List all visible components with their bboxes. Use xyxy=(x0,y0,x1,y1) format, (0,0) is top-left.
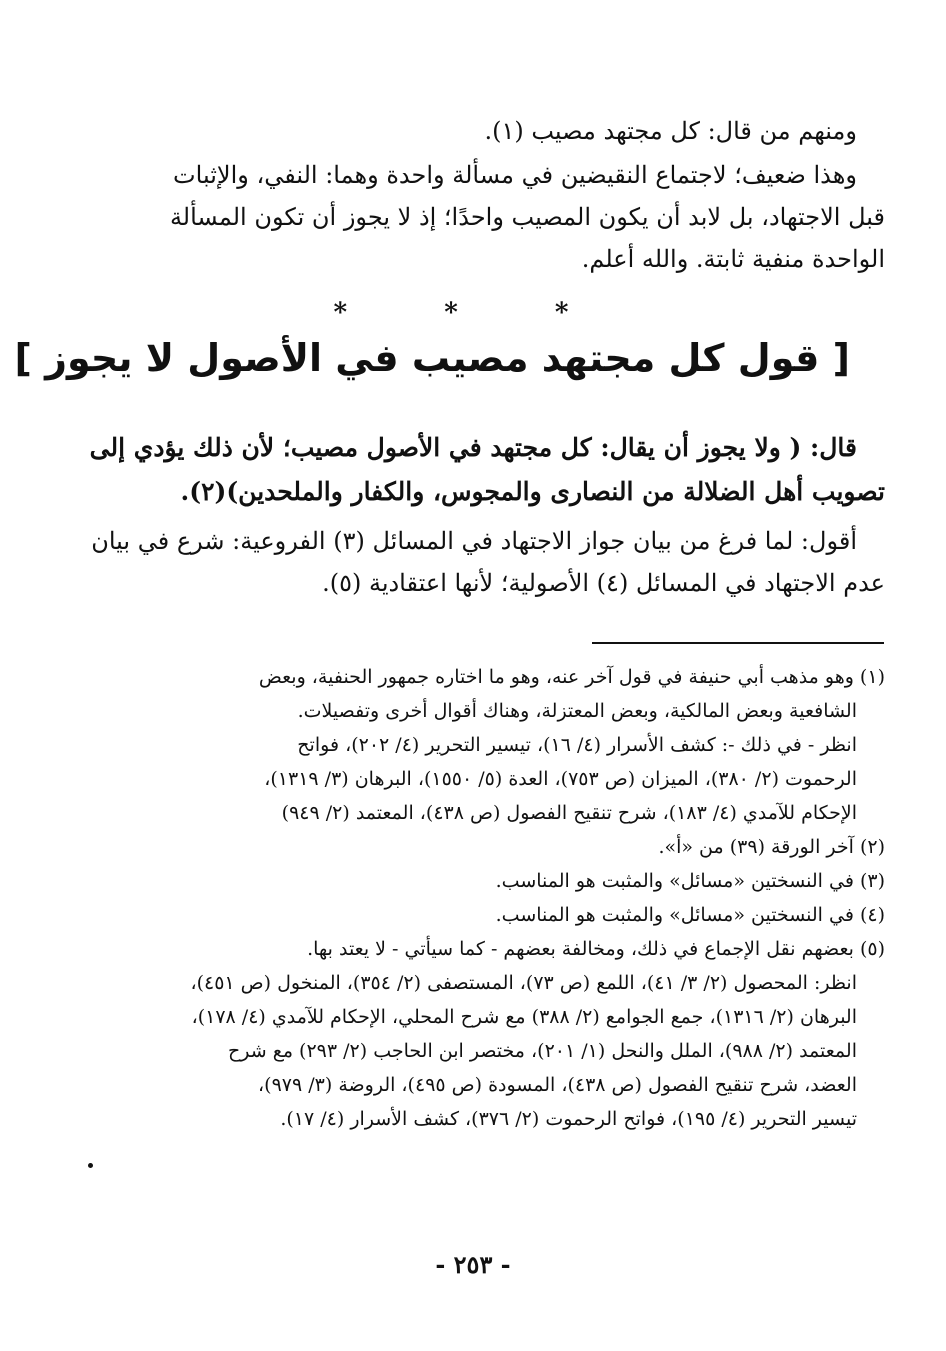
footnote-line: تيسير التحرير (٤/ ١٩٥)، فواتح الرحموت (٢/ ٣٧٦)، كشف الأسرار (٤/ ١٧). xyxy=(280,1108,857,1130)
paragraph-opinion xyxy=(140,110,885,152)
footnote-line: الإحكام للآمدي (٤/ ١٨٣)، شرح تنقيح الفصول (ص ٤٣٨)، المعتمد (٢/ ٩٤٩) xyxy=(281,802,857,824)
footnote-line: الشافعية وبعض المالكية، وبعض المعتزلة، وهناك أقوال أخرى وتفصيلات. xyxy=(297,700,857,722)
footnote-line: انظر - في ذلك -: كشف الأسرار (٤/ ١٦)، تيسير التحرير (٤/ ٢٠٢)، فواتح xyxy=(297,734,857,756)
footnote-line: العضد، شرح تنقيح الفصول (ص ٤٣٨)، المسودة (ص ٤٩٥)، الروضة (٣/ ٩٧٩)، xyxy=(258,1074,857,1096)
footnote-5 xyxy=(140,932,885,1136)
text-line: قال: ( ولا يجوز أن يقال: كل مجتهد في الأصول مصيب؛ لأن ذلك يؤدي إلى xyxy=(89,433,857,462)
footnote-2 xyxy=(140,830,885,864)
text-line: تصويب أهل الضلالة من النصارى والمجوس، والكفار والملحدين)(٢). xyxy=(180,477,885,506)
footnote-line: (١) وهو مذهب أبي حنيفة في قول آخر عنه، وهو ما اختاره جمهور الحنفية، وبعض xyxy=(258,666,885,688)
text-line: أقول: لما فرغ من بيان جواز الاجتهاد في المسائل (٣) الفروعية: شرع في بيان xyxy=(91,527,857,555)
section-separator: * * * xyxy=(333,298,613,328)
text-line: عدم الاجتهاد في المسائل (٤) الأصولية؛ لأنها اعتقادية (٥). xyxy=(322,569,885,597)
footnote-line: انظر: المحصول (٢/ ٣/ ٤١)، اللمع (ص ٧٣)، المستصفى (٢/ ٣٥٤)، المنخول (ص ٤٥١)، xyxy=(190,972,857,994)
text-line: قبل الاجتهاد، بل لابد أن يكون المصيب واحدًا؛ إذ لا يجوز أن تكون المسألة xyxy=(169,203,885,231)
commentary-paragraph xyxy=(91,520,885,604)
section-heading: [ قول كل مجتهد مصيب في الأصول لا يجوز ] xyxy=(14,336,850,380)
text-line: ومنهم من قال: كل مجتهد مصيب (١). xyxy=(484,117,857,145)
footnote-line: (٢) آخر الورقة (٣٩) من «أ». xyxy=(658,836,885,858)
quoted-text xyxy=(89,426,885,514)
footnote-line: المعتمد (٢/ ٩٨٨)، الملل والنحل (١/ ٢٠١)، مختصر ابن الحاجب (٢/ ٢٩٣) مع شرح xyxy=(228,1040,857,1062)
footnote-4 xyxy=(140,898,885,932)
footnotes xyxy=(140,660,885,1136)
paragraph-refutation xyxy=(140,154,885,280)
text-line: الواحدة منفية ثابتة. والله أعلم. xyxy=(581,245,885,273)
page-number: - ٢٥٣ - xyxy=(435,1250,511,1279)
footnote-1 xyxy=(140,660,885,830)
footnote-line: (٥) بعضهم نقل الإجماع في ذلك، ومخالفة بعضهم - كما سيأتي - لا يعتد بها. xyxy=(307,938,885,960)
footnote-line: الرحموت (٢/ ٣٨٠)، الميزان (ص ٧٥٣)، العدة (٥/ ١٥٥٠)، البرهان (٣/ ١٣١٩)، xyxy=(264,768,857,790)
footnote-3 xyxy=(140,864,885,898)
footnote-divider xyxy=(592,642,884,644)
scan-speck xyxy=(88,1163,93,1168)
footnote-line: البرهان (٢/ ١٣١٦)، جمع الجوامع (٢/ ٣٨٨) مع شرح المحلي، الإحكام للآمدي (٤/ ١٧٨)، xyxy=(191,1006,857,1028)
footnote-line: (٤) في النسختين «مسائل» والمثبت هو المناسب. xyxy=(495,904,885,926)
footnote-line: (٣) في النسختين «مسائل» والمثبت هو المناسب. xyxy=(495,870,885,892)
text-line: وهذا ضعيف؛ لاجتماع النقيضين في مسألة واحدة وهما: النفي، والإثبات xyxy=(173,161,857,189)
